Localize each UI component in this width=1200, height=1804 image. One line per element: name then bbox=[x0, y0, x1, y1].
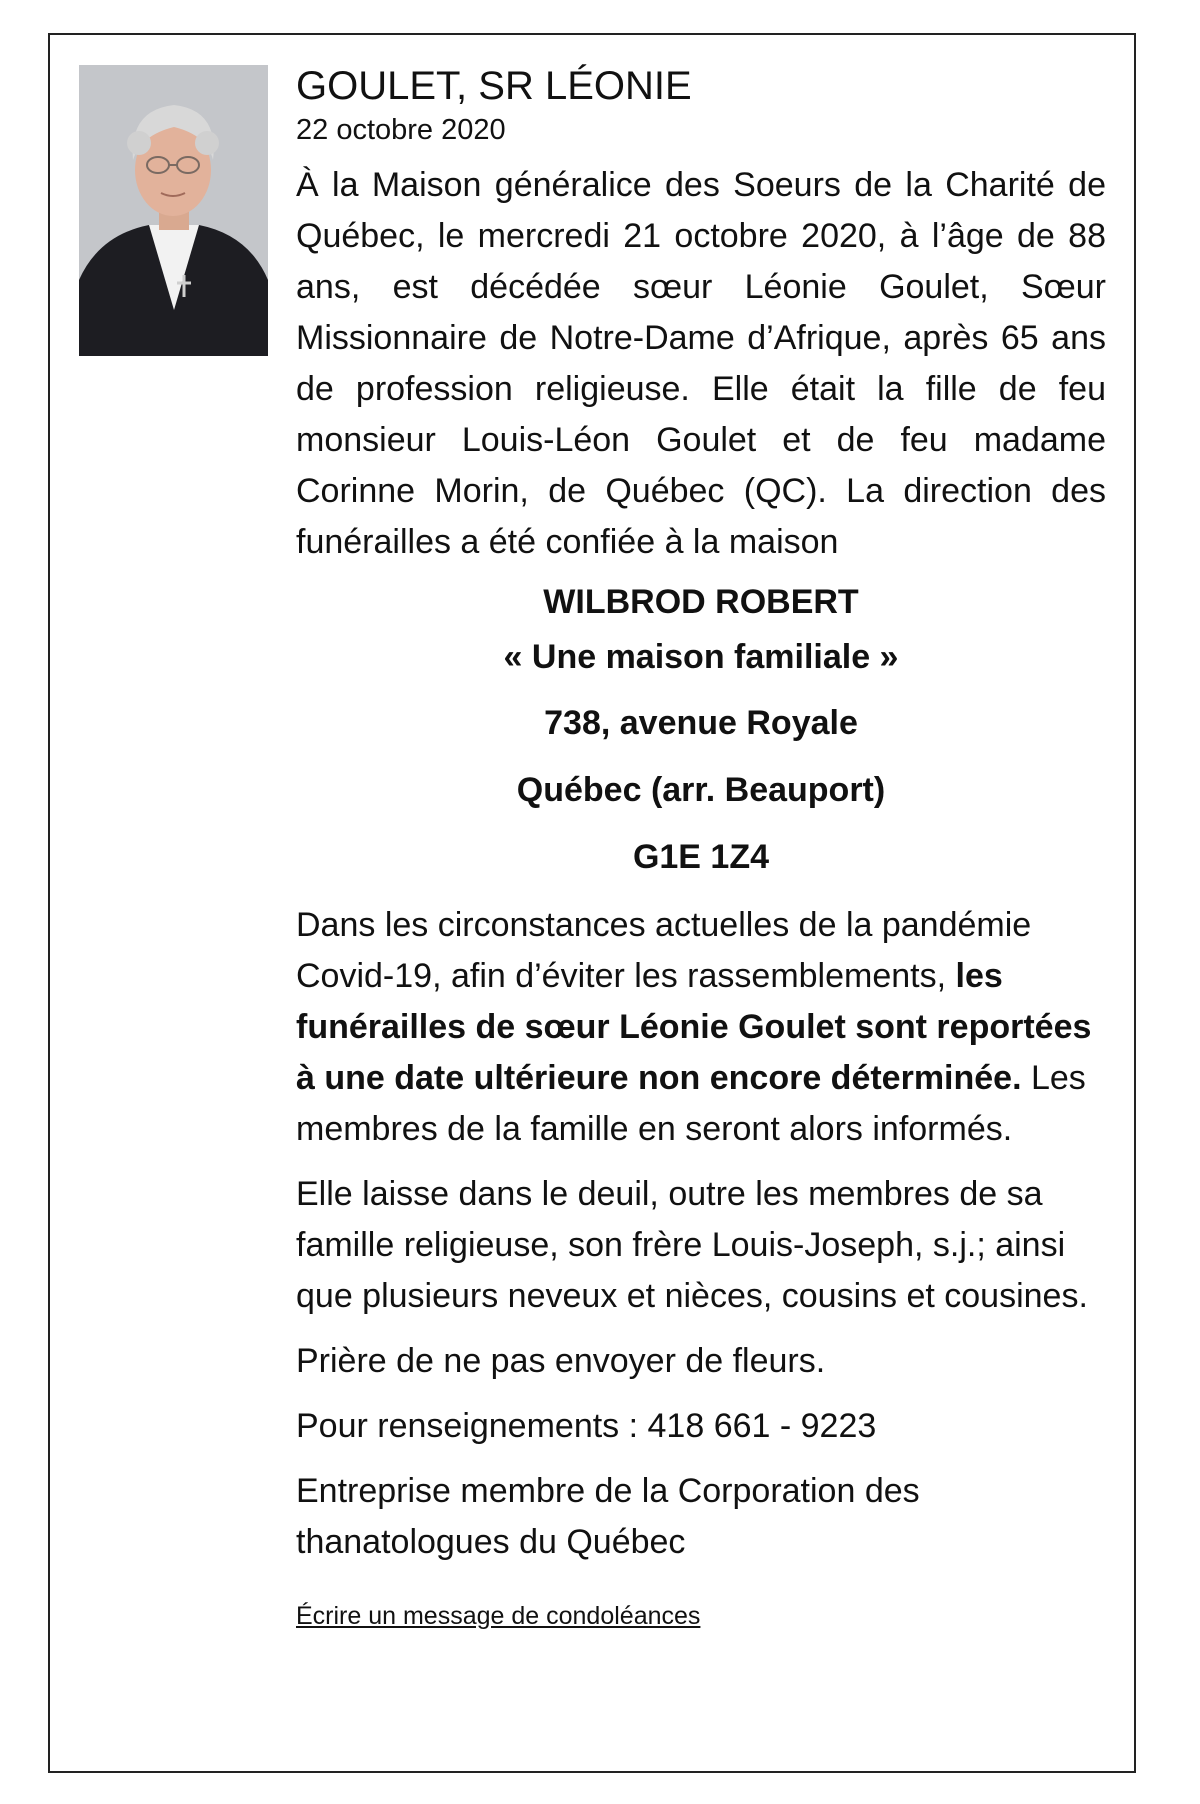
publication-date: 22 octobre 2020 bbox=[296, 114, 506, 146]
portrait-illustration bbox=[79, 65, 268, 356]
info-line: Pour renseignements : 418 661 - 9223 bbox=[296, 1406, 877, 1445]
covid-notice-bold: les funérailles de sœur Léonie Goulet sont reportées à une date ultérieure non encore déterminée. bbox=[296, 956, 1092, 1097]
funeral-home-city: Québec (arr. Beauport) bbox=[516, 771, 886, 810]
flowers-note: Prière de ne pas envoyer de fleurs. bbox=[296, 1341, 826, 1380]
corporation-note: Entreprise membre de la Corporation des thanatologues du Québec bbox=[296, 1471, 920, 1561]
portrait-photo bbox=[79, 65, 268, 356]
deceased-name: GOULET, SR LÉONIE bbox=[296, 64, 692, 108]
funeral-home-street: 738, avenue Royale bbox=[544, 704, 858, 743]
death-notice-paragraph: À la Maison généralice des Soeurs de la Charité de Québec, le mercredi 21 octobre 2020, à l’âge de 88 ans, est décédée sœur Léonie Goulet, Sœur Missionnaire de Notre-Dame d’Afrique, après 65 ans de profession religieuse. Elle était la fille de feu monsieur Louis-Léon Goulet et de feu madame Corinne Morin, de Québec (QC). La direction des funérailles a été confiée à la maison bbox=[296, 165, 1106, 561]
condolence-link[interactable]: Écrire un message de condoléances bbox=[296, 1601, 701, 1630]
covid-notice-start: Dans les circonstances actuelles de la pandémie Covid-19, afin d’éviter les rassemblements, bbox=[296, 905, 1032, 995]
funeral-home-name: WILBROD ROBERT bbox=[543, 582, 859, 621]
funeral-home-postal-code: G1E 1Z4 bbox=[632, 837, 770, 876]
covid-notice-paragraph bbox=[296, 900, 1106, 1155]
obituary-content bbox=[296, 63, 1106, 1631]
funeral-home-slogan: « Une maison familiale » bbox=[503, 637, 899, 676]
family-paragraph: Elle laisse dans le deuil, outre les membres de sa famille religieuse, son frère Louis-Joseph, s.j.; ainsi que plusieurs neveux et nièces, cousins et cousines. bbox=[296, 1174, 1088, 1315]
obituary-card bbox=[48, 33, 1136, 1773]
covid-notice-end: Les membres de la famille en seront alors informés. bbox=[296, 1058, 1086, 1148]
